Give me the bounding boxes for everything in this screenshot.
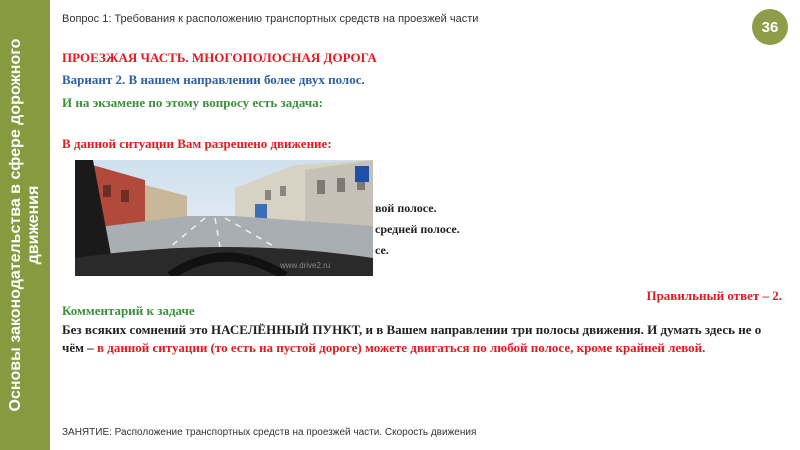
sidebar [0,0,50,450]
comment-text-dark: Без всяких сомнений это НАСЕЛЁННЫЙ ПУНКТ, и в Вашем направлении три полосы движения. И думать здесь не о чём – [62,322,762,355]
comment-title: Комментарий к задаче [62,303,195,318]
comment-text-red: в данной ситуации (то есть на пустой дороге) можете двигаться по любой полосе, кроме крайней левой. [96,340,706,355]
option-3-text: се. [375,243,389,257]
road-photo [75,160,373,276]
photo-watermark: www.drive2.ru [280,261,331,270]
variant-text: Вариант 2. В нашем направлении более двух полос. [62,72,365,87]
exam-note: И на экзамене по этому вопросу есть задача: [62,95,323,110]
lesson-footer: ЗАНЯТИЕ: Расположение транспортных средств на проезжей части. Скорость движения [62,427,477,438]
option-1-text: вой полосе. [375,201,437,215]
option-2-text: средней полосе. [375,222,460,236]
slide-number-badge: 36 [752,9,788,45]
question-header: Вопрос 1: Требования к расположению транспортных средств на проезжей части [62,13,479,25]
correct-answer: Правильный ответ – 2. [646,288,782,303]
sidebar-title: Основы законодательства в сфере дорожного движения [7,38,42,412]
road-scene-image [75,160,373,276]
comment-text [62,321,782,357]
task-question: В данной ситуации Вам разрешено движение: [62,136,332,151]
section-heading: ПРОЕЗЖАЯ ЧАСТЬ. МНОГОПОЛОСНАЯ ДОРОГА [62,50,377,65]
